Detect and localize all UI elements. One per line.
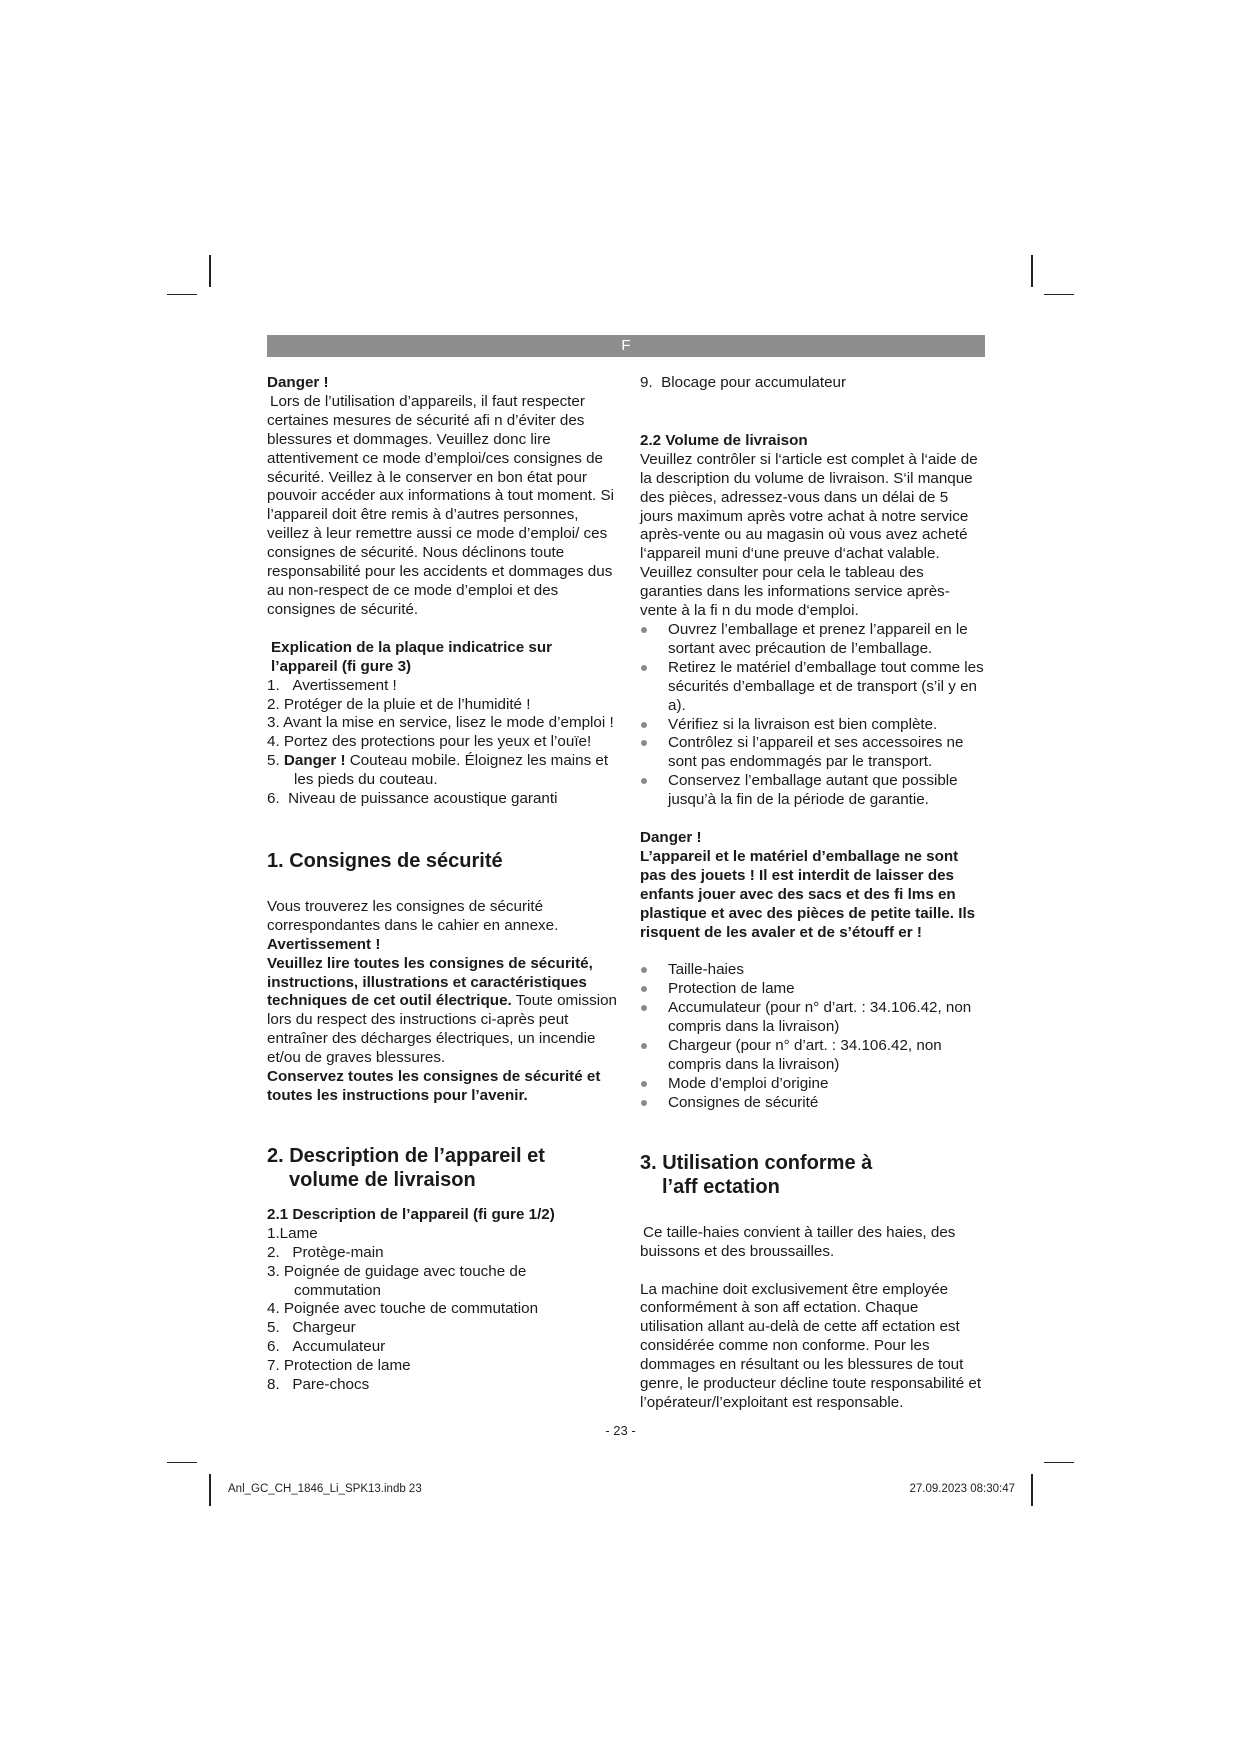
section-1-warning-text: Veuillez lire toutes les consignes de sécurité, instructions, illustrations et caractéristiques techniques de cet outil électrique. Toute omission lors du respect des instructions ci-après peut entraîner des décharges électriques, un incendie et/ou de graves blessures. — [267, 954, 618, 1067]
list-item: Protection de lame — [640, 980, 985, 999]
section-2-1-title: 2.1 Description de l’appareil (fi gure 1/2) — [267, 1205, 555, 1223]
section-1-title: 1. Consignes de sécurité — [267, 849, 503, 872]
footer-file-name: Anl_GC_CH_1846_Li_SPK13.indb 23 — [228, 1483, 422, 1495]
list-item: 3. Poignée de guidage avec touche de commutation — [267, 1262, 527, 1299]
list-item: Chargeur (pour n° d’art. : 34.106.42, non compris dans la livraison) — [640, 1037, 985, 1075]
right-column — [640, 374, 985, 1413]
crop-mark — [209, 1474, 211, 1506]
section-3-paragraph-1: Ce taille-haies convient à tailler des haies, des buissons et des broussailles. — [640, 1223, 956, 1260]
language-letter: F — [621, 337, 631, 354]
crop-mark — [1031, 1474, 1033, 1506]
plate-title: Explication de la plaque indicatrice sur l’appareil (fi gure 3) — [271, 638, 553, 675]
left-column — [267, 374, 617, 1395]
list-item: Ouvrez l’emballage et prenez l’appareil en le sortant avec précaution de l’emballage. — [640, 621, 985, 659]
crop-mark — [167, 1462, 197, 1463]
list-item: Mode d’emploi d’origine — [640, 1075, 985, 1094]
list-item: 6. Accumulateur — [267, 1338, 386, 1356]
danger-text: Lors de l’utilisation d’appareils, il faut respecter certaines mesures de sécurité afi n d’éviter des blessures et dommages. Veuillez donc lire attentivement ce mode d’emploi/ces consignes de sécurité. Veillez à le conserver en bon état pour pouvoir accéder aux informations à tout moment. Si l’appareil doit être remis à d’autres personnes, veillez à leur remettre aussi ce mode d’emploi/ ces consignes de sécurité. Nous déclinons toute responsabilité pour les accidents et dommages dus au non-respect de ce mode d’emploi et des consignes de sécurité. — [267, 392, 614, 618]
device-description-list — [267, 1225, 617, 1395]
list-item: 5. Chargeur — [267, 1319, 356, 1337]
crop-mark — [209, 255, 211, 287]
crop-mark — [167, 294, 197, 295]
list-item: 2. Protéger de la pluie et de l’humidité ! — [267, 695, 531, 713]
danger-title: Danger ! — [267, 374, 329, 391]
list-item: Accumulateur (pour n° d’art. : 34.106.42, non compris dans la livraison) — [640, 999, 985, 1037]
list-item: 8. Pare-chocs — [267, 1376, 370, 1394]
list-item: 6. Niveau de puissance acoustique garanti — [267, 790, 558, 808]
crop-mark — [1044, 1462, 1074, 1463]
list-item: 7. Protection de lame — [267, 1357, 411, 1375]
list-item: 1. Avertissement ! — [267, 676, 397, 694]
list-item: Retirez le matériel d’emballage tout comme les sécurités d’emballage et de transport (s’il y en a). — [640, 659, 985, 716]
section-2-2-text: Veuillez contrôler si l‘article est complet à l‘aide de la description du volume de livraison. S‘il manque des pièces, adressez-vous dans un délai de 5 jours maximum après votre achat à notre service après-vente ou au magasin où vous avez acheté l‘appareil muni d‘une preuve d‘achat valable. Veuillez consulter pour cela le tableau des garanties dans les informations service après-vente à la fi n du mode d‘emploi. — [640, 450, 978, 620]
danger-2-text: L’appareil et le matériel d’emballage ne sont pas des jouets ! Il est interdit de laisser des enfants jouer avec des sacs et des fi lms en plastique et avec des pièces de petite taille. Ils risquent de les avaler et de s’étouff er ! — [640, 847, 976, 941]
list-item: 3. Avant la mise en service, lisez le mode d’emploi ! — [267, 714, 614, 732]
list-item: Contrôlez si l’appareil et ses accessoires ne sont pas endommagés par le transport. — [640, 734, 985, 772]
plate-list — [267, 677, 617, 809]
list-item: 4. Portez des protections pour les yeux et l’ouïe! — [267, 733, 592, 751]
footer-timestamp: 27.09.2023 08:30:47 — [909, 1483, 1015, 1495]
list-item: Consignes de sécurité — [640, 1094, 985, 1113]
section-3-paragraph-2: La machine doit exclusivement être employée conformément à son aff ectation. Chaque utilisation allant au-delà de cette aff ectation est considérée comme non conforme. Pour les dommages en résultant ou les blessures de tout genre, le producteur décline toute responsabilité et l’opérateur/l’exploitant est responsable. — [640, 1280, 982, 1411]
section-1-intro: Vous trouverez les consignes de sécurité correspondantes dans le cahier en annexe. — [267, 897, 559, 934]
delivery-list — [640, 961, 985, 1112]
list-item: 2. Protège-main — [267, 1243, 384, 1261]
section-2-title: 2. Description de l’appareil et volume de livraison — [267, 1144, 545, 1191]
unpacking-list — [640, 621, 985, 810]
danger-2-title: Danger ! — [640, 829, 702, 847]
section-2-2-title: 2.2 Volume de livraison — [640, 431, 808, 449]
list-item: 5. Danger ! Couteau mobile. Éloignez les mains et les pieds du couteau. — [267, 752, 609, 789]
page-number: - 23 - — [605, 1423, 636, 1438]
list-item: Taille-haies — [640, 961, 985, 980]
section-3-title: 3. Utilisation conforme à l’aff ectation — [640, 1151, 873, 1198]
list-item: 9. Blocage pour accumulateur — [640, 374, 847, 391]
list-item: Conservez l’emballage autant que possible jusqu’à la fin de la période de garantie. — [640, 772, 985, 810]
list-item: 1.Lame — [267, 1224, 318, 1242]
list-item: Vérifiez si la livraison est bien complète. — [640, 716, 985, 735]
language-header-bar — [267, 335, 985, 357]
crop-mark — [1031, 255, 1033, 287]
list-item: 4. Poignée avec touche de commutation — [267, 1300, 539, 1318]
section-1-warning-title: Avertissement ! — [267, 935, 381, 953]
crop-mark — [1044, 294, 1074, 295]
section-1-keep-text: Conservez toutes les consignes de sécurité et toutes les instructions pour l’avenir. — [267, 1068, 601, 1104]
